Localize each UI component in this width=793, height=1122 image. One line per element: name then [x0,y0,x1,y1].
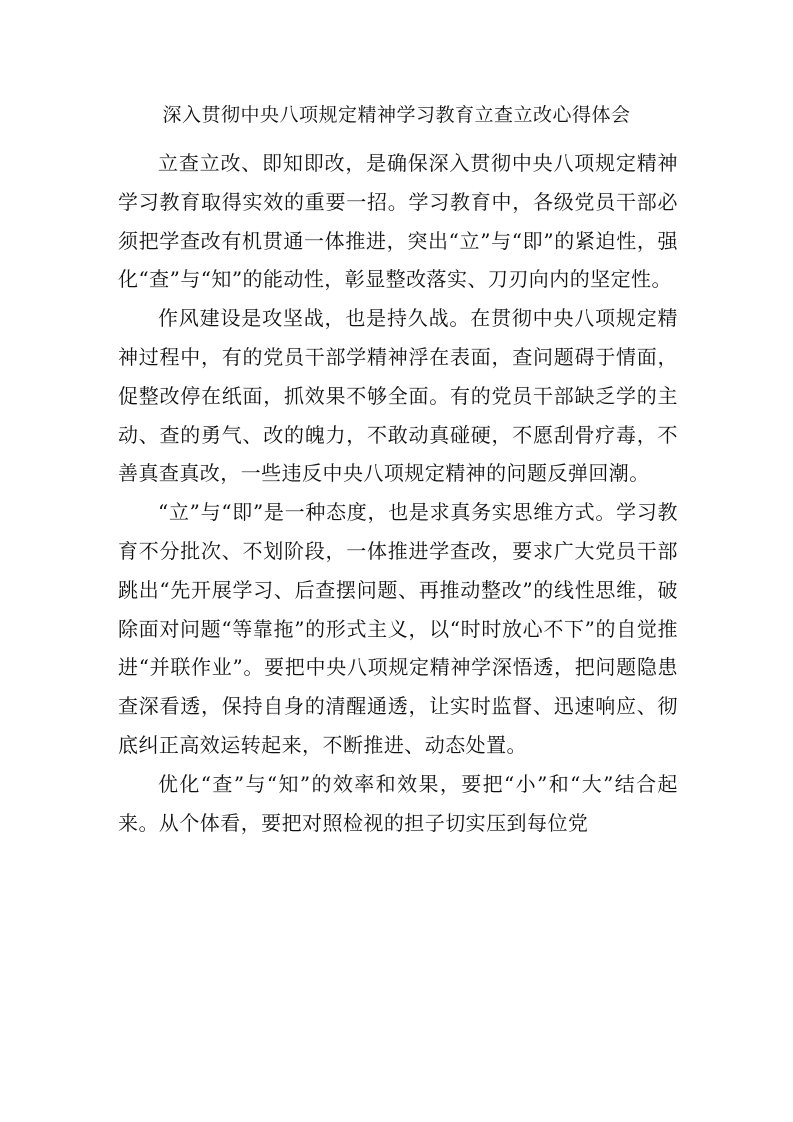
paragraph-2: 作风建设是攻坚战，也是持久战。在贯彻中央八项规定精神过程中，有的党员干部学精神浮在表面，查问题碍于情面，促整改停在纸面，抓效果不够全面。有的党员干部缺乏学的主动、查的勇气、改的魄力，不敢动真碰硬，不愿刮骨疗毒，不善真查真改，一些违反中央八项规定精神的问题反弹回潮。 [118,306,678,486]
paragraph-1: 立查立改、即知即改，是确保深入贯彻中央八项规定精神学习教育取得实效的重要一招。学习教育中，各级党员干部必须把学查改有机贯通一体推进，突出“立”与“即”的紧迫性，强化“查”与“知”的能动性，彰显整改落实、刀刃向内的坚定性。 [118,151,678,292]
paragraph-4: 优化“查”与“知”的效率和效果，要把“小”和“大”结合起来。从个体看，要把对照检视的担子切实压到每位党 [118,771,678,835]
document-title: 深入贯彻中央八项规定精神学习教育立查立改心得体会 [162,104,631,126]
document-body [118,144,678,842]
paragraph-3: “立”与“即”是一种态度，也是求真务实思维方式。学习教育不分批次、不划阶段，一体推进学查改，要求广大党员干部跳出“先开展学习、后查摆问题、再推动整改”的线性思维，破除面对问题“等靠拖”的形式主义，以“时时放心不下”的自觉推进“并联作业”。要把中央八项规定精神学深悟透，把问题隐患查深看透，保持自身的清醒通透，让实时监督、迅速响应、彻底纠正高效运转起来，不断推进、动态处置。 [118,500,678,757]
